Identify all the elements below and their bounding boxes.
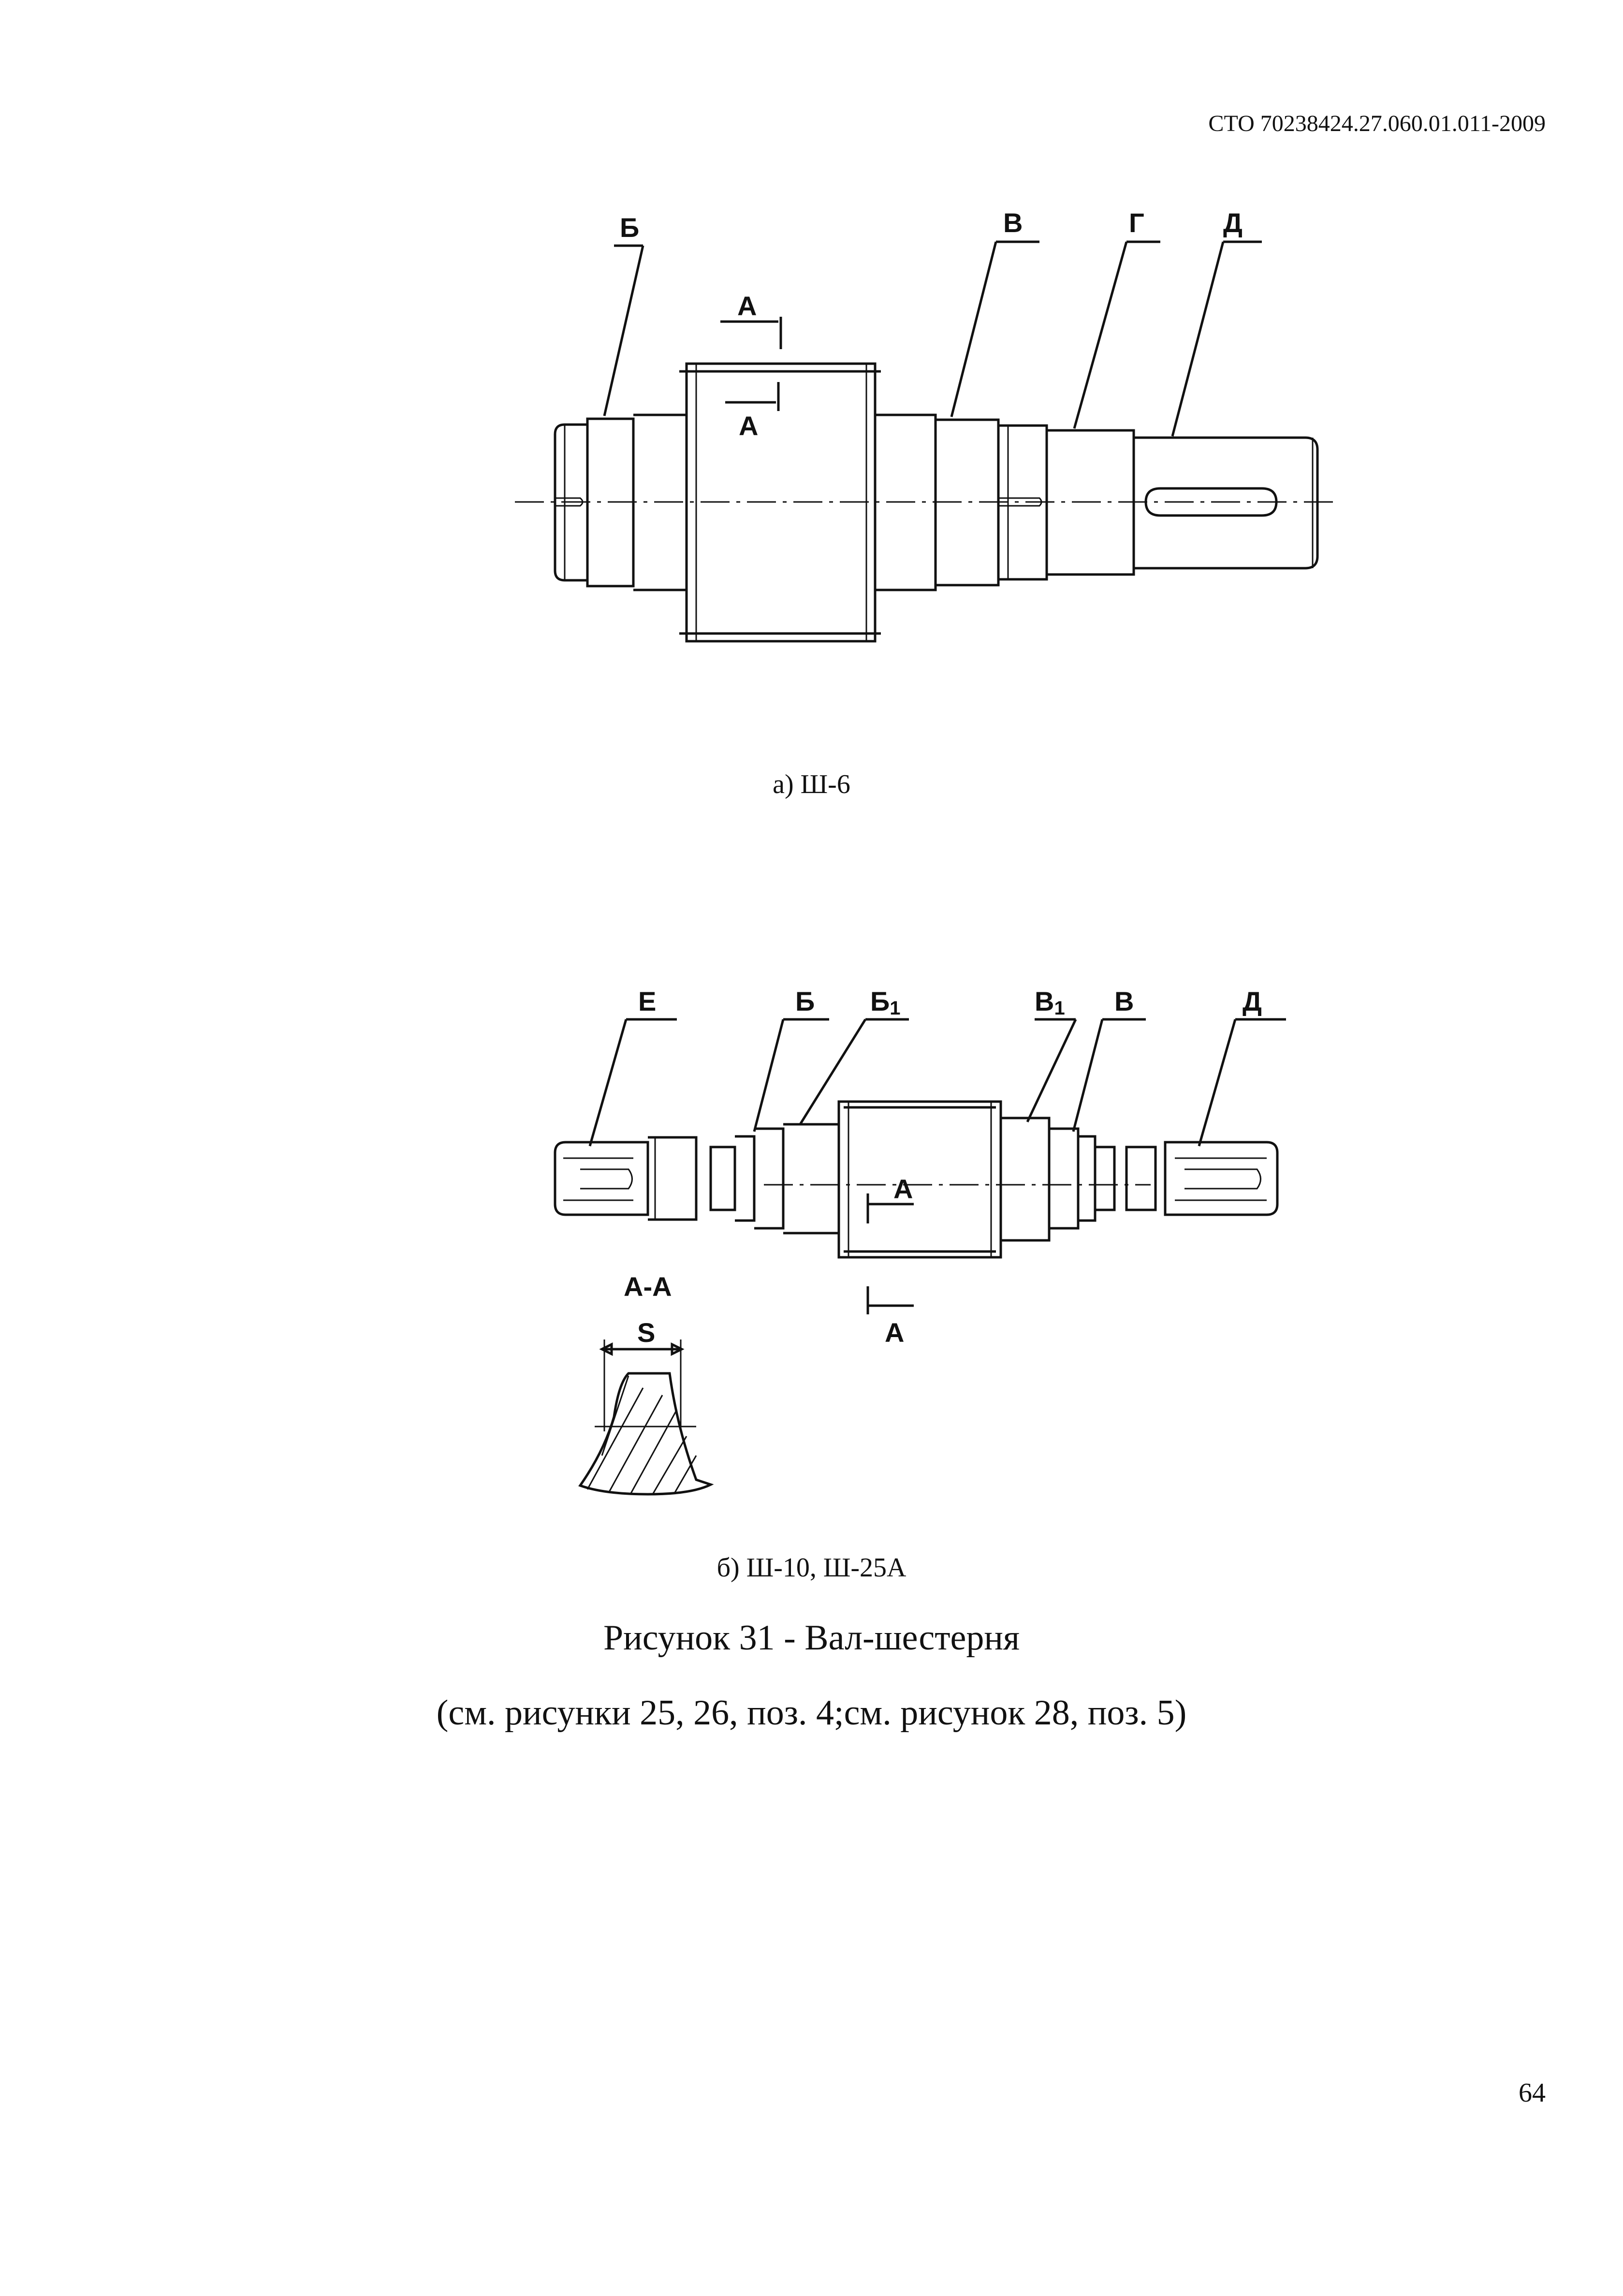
section-mark-a-bottom: А	[739, 411, 759, 441]
figure-a-caption: а) Ш-6	[773, 769, 850, 799]
label-d: Д	[1243, 986, 1262, 1016]
label-v: В	[1114, 986, 1134, 1016]
dimension-label-s: S	[637, 1317, 656, 1348]
label-v1: В1	[1035, 986, 1065, 1019]
figure-references: (см. рисунки 25, 26, поз. 4;см. рисунок 28, поз. 5)	[436, 1693, 1187, 1733]
label-b: Б	[620, 212, 640, 243]
page-number: 64	[1519, 2078, 1546, 2108]
document-code: СТО 70238424.27.060.01.011-2009	[1208, 111, 1546, 136]
shaft-drawing-b	[555, 986, 1286, 1494]
section-title-a-a: А-А	[624, 1271, 672, 1302]
label-b: Б	[795, 986, 815, 1016]
label-g: Г	[1129, 207, 1144, 238]
section-mark-a-top: А	[737, 291, 757, 321]
figure-b-caption: б) Ш-10, Ш-25А	[716, 1553, 907, 1583]
section-mark-a-bottom: А	[885, 1317, 905, 1348]
section-mark-a-top: А	[893, 1174, 913, 1204]
label-d: Д	[1223, 207, 1243, 238]
label-v: В	[1003, 207, 1023, 238]
shaft-drawing-a	[515, 207, 1339, 641]
label-e: Е	[638, 986, 657, 1016]
figure-title: Рисунок 31 - Вал-шестерня	[603, 1618, 1020, 1658]
label-b1: Б1	[870, 986, 901, 1019]
